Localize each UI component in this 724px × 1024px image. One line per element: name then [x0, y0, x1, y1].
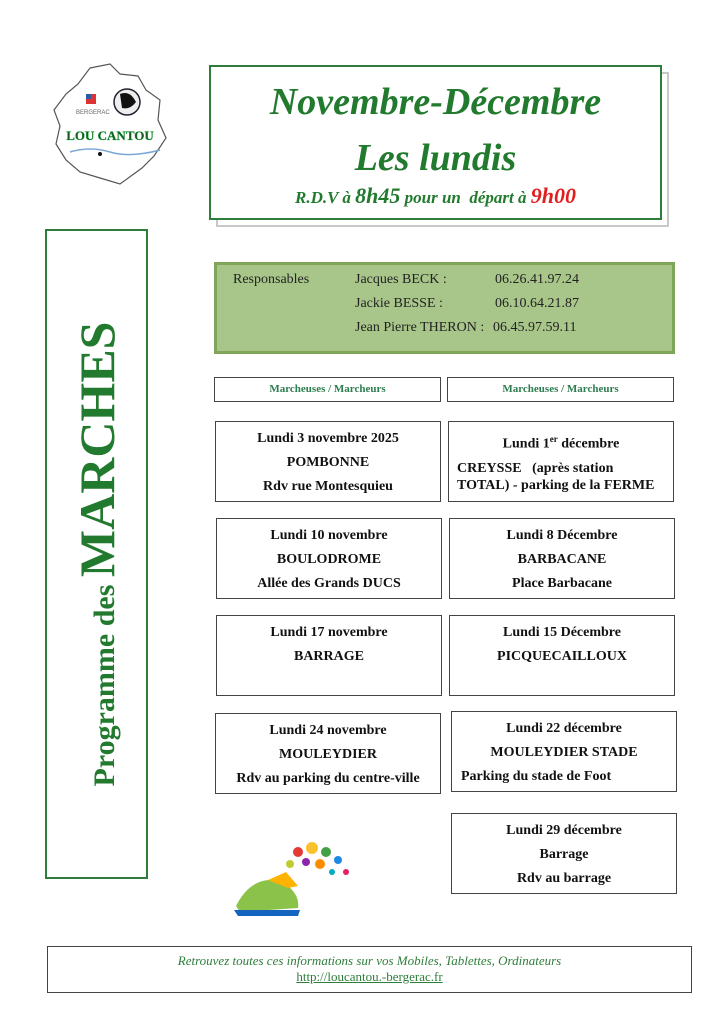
rdv-line — [211, 183, 660, 209]
walk-date: Lundi 24 novembre — [269, 723, 387, 738]
logo-city: BERGERAC — [76, 110, 110, 116]
column-header-right: Marcheuses / Marcheurs — [447, 377, 674, 402]
footer-box — [47, 946, 692, 993]
walk-card — [449, 615, 675, 696]
responsable-phone: 06.26.41.97.24 — [495, 272, 579, 287]
rdv-time: 8h45 — [355, 183, 401, 208]
website-link[interactable]: http://loucantou.-bergerac.fr — [296, 969, 443, 984]
responsable-phone: 06.45.97.59.11 — [493, 320, 577, 335]
responsable-name: Jacques BECK : — [355, 272, 447, 287]
walk-info: Place Barbacane — [512, 576, 612, 591]
walk-date: Lundi 29 décembre — [506, 823, 622, 838]
walk-date-sup: er — [549, 434, 558, 444]
side-title-large: MARCHES — [68, 321, 125, 578]
running-shoe-illustration — [228, 822, 368, 922]
walk-info: Rdv rue Montesquieu — [263, 479, 393, 494]
walk-card — [215, 421, 441, 502]
walk-date: Lundi 10 novembre — [270, 528, 388, 543]
walk-card — [215, 713, 441, 794]
walk-info: Rdv au barrage — [516, 871, 612, 886]
walk-date-a: Lundi 1 — [502, 436, 550, 452]
depart-time: 9h00 — [530, 183, 577, 208]
walk-date-b: décembre — [557, 436, 620, 452]
walk-date: Lundi 15 Décembre — [503, 625, 621, 640]
walk-place: BARRAGE — [293, 649, 364, 664]
responsables-box — [214, 262, 675, 354]
side-title-small: Programme des — [87, 577, 121, 787]
walk-card — [449, 518, 675, 599]
walk-place: Barrage — [539, 847, 589, 862]
walk-place: POMBONNE — [286, 455, 370, 470]
walk-place: BARBACANE — [517, 552, 607, 567]
title-months: Novembre-Décembre — [269, 81, 602, 123]
title-lundis: Les lundis — [354, 137, 517, 179]
walk-date: Lundi 17 novembre — [270, 625, 388, 640]
walk-place: PICQUECAILLOUX — [497, 649, 627, 664]
walk-date: Lundi 22 décembre — [506, 721, 622, 736]
walk-date — [449, 427, 673, 457]
walk-date: Lundi 8 Décembre — [506, 528, 618, 543]
side-title — [68, 322, 126, 787]
walk-card — [451, 711, 677, 792]
responsable-phone: 06.10.64.21.87 — [495, 296, 579, 311]
walk-card — [451, 813, 677, 894]
walk-card — [216, 615, 442, 696]
walk-card — [216, 518, 442, 599]
lou-cantou-logo — [50, 60, 170, 190]
walk-info: Allée des Grands DUCS — [257, 576, 401, 591]
walk-info: Rdv au parking du centre-ville — [236, 771, 420, 786]
walk-info: Parking du stade de Foot — [461, 769, 612, 784]
side-title-box — [45, 229, 148, 879]
walk-card — [448, 421, 674, 502]
walk-place: MOULEYDIER STADE — [490, 745, 638, 760]
logo-text: LOU CANTOU — [66, 128, 154, 143]
responsable-name: Jean Pierre THERON : — [355, 320, 485, 335]
walk-date: Lundi 3 novembre 2025 — [257, 431, 399, 446]
walk-info: TOTAL) - parking de la FERME — [457, 477, 655, 493]
title-box — [209, 65, 662, 220]
walk-place: CREYSSE (après station — [457, 460, 614, 476]
walk-place: BOULODROME — [276, 552, 382, 567]
walk-place: MOULEYDIER — [278, 747, 377, 762]
footer-message: Retrouvez toutes ces informations sur vos Mobiles, Tablettes, Ordinateurs — [177, 953, 562, 968]
rdv-prefix: R.D.V à — [294, 188, 356, 207]
responsables-label: Responsables — [233, 272, 310, 287]
column-header-left: Marcheuses / Marcheurs — [214, 377, 441, 402]
responsable-name: Jackie BESSE : — [355, 296, 443, 311]
rdv-mid: pour un départ à — [400, 188, 531, 207]
